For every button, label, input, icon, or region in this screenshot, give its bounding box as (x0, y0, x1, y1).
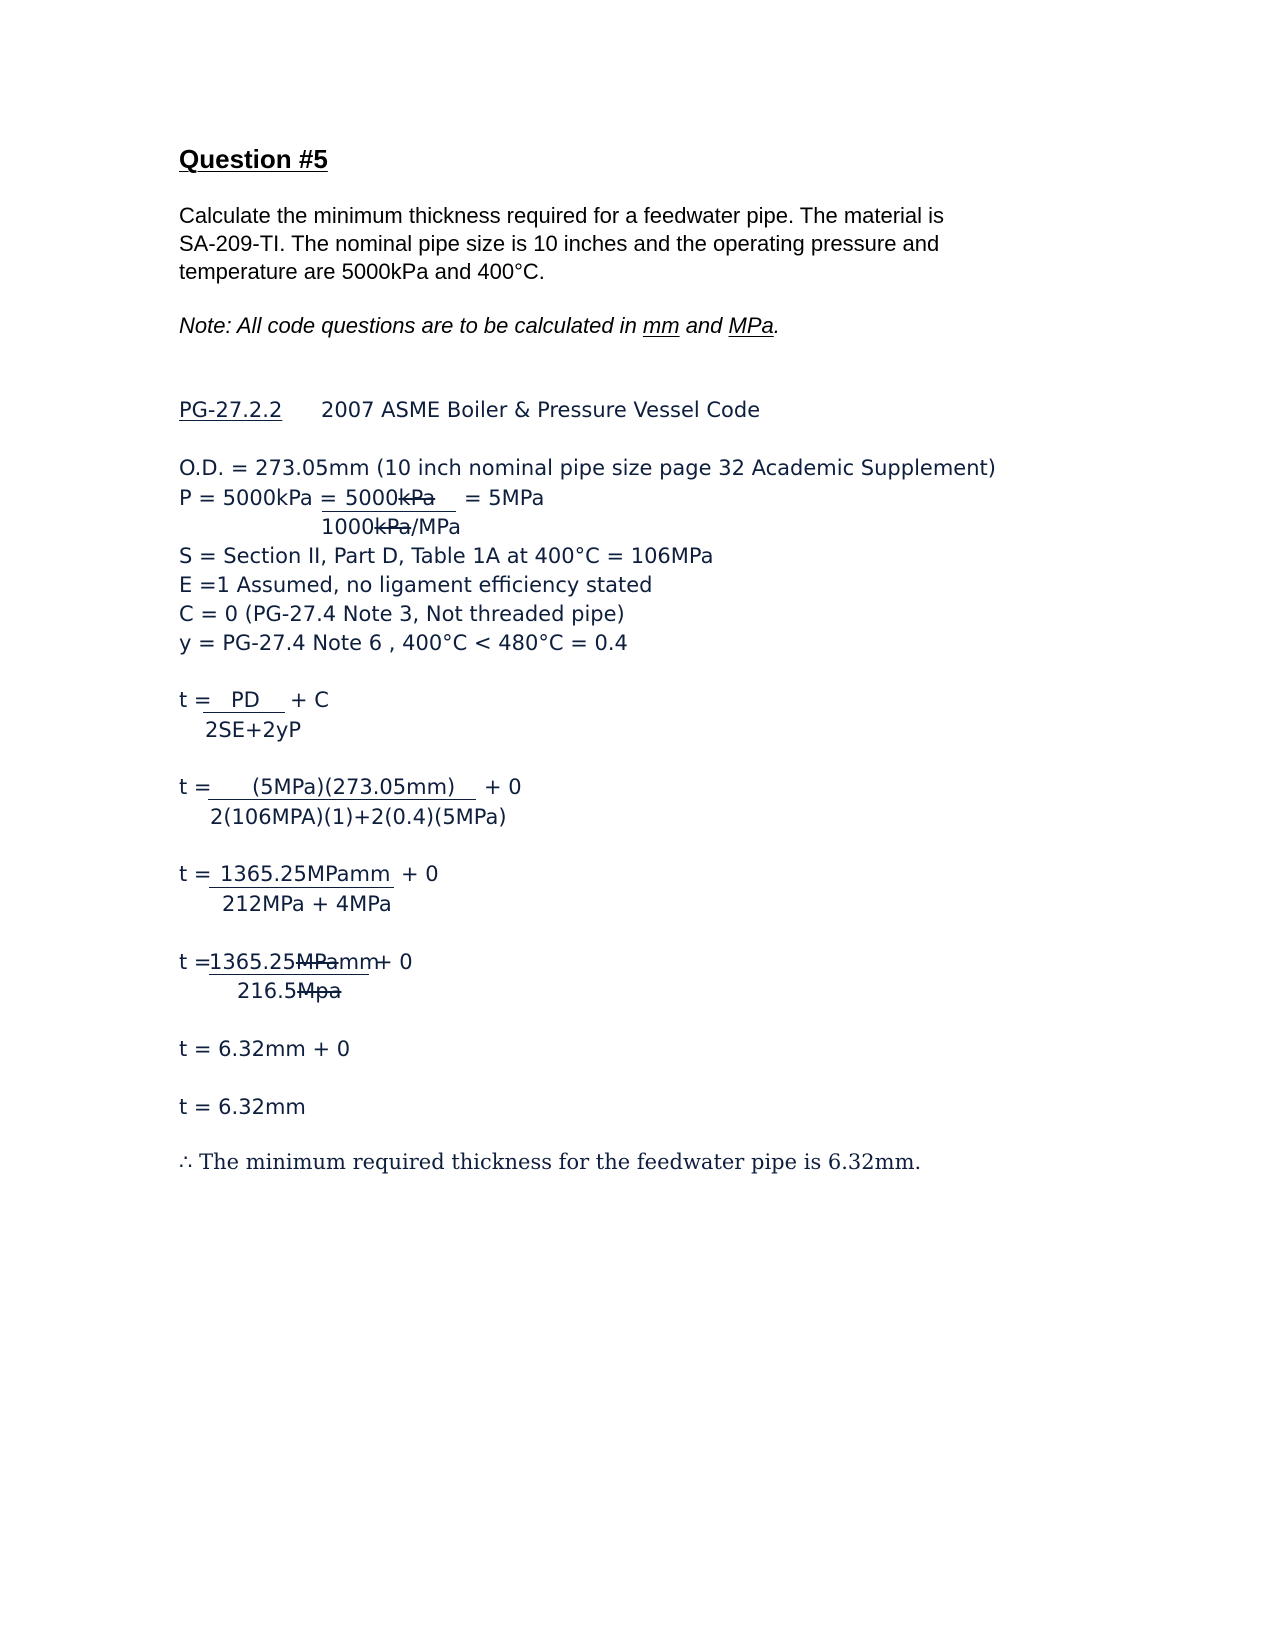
formula-cancelled-denominator-value: 216.5 (237, 979, 298, 1003)
conclusion (179, 1150, 921, 1174)
allowable-stress-line: S = Section II, Part D, Table 1A at 400°C = 106MPa (179, 544, 714, 568)
pressure-fraction-bar (322, 511, 456, 512)
note-unit-mm: mm (642, 313, 680, 338)
formula-simplified-denominator: 212MPa + 4MPa (222, 892, 392, 916)
question-note (179, 313, 780, 339)
corrosion-allowance-line: C = 0 (PG-27.4 Note 3, Not threaded pipe) (179, 602, 625, 626)
formula-cancelled-fraction-bar (209, 974, 369, 975)
pressure-result: = 5MPa (464, 486, 545, 510)
pressure-numerator-unit: kPa (398, 486, 436, 510)
note-mid: and (679, 313, 729, 338)
formula-simplified-tail: + 0 (401, 862, 439, 886)
formula-substituted-lhs: t = (179, 775, 212, 799)
code-book-title: 2007 ASME Boiler & Pressure Vessel Code (321, 398, 761, 422)
temperature-coefficient-line: y = PG-27.4 Note 6 , 400°C < 480°C = 0.4 (179, 631, 628, 655)
question-title: Question #5 (179, 144, 328, 174)
code-section-reference: PG-27.2.2 (179, 398, 283, 422)
result-with-allowance: t = 6.32mm + 0 (179, 1037, 351, 1061)
formula-general-fraction-bar (203, 712, 285, 713)
outside-diameter-line: O.D. = 273.05mm (10 inch nominal pipe size page 32 Academic Supplement) (179, 456, 996, 480)
formula-cancelled-lhs: t = (179, 950, 212, 974)
pressure-denominator-suffix: /MPa (411, 515, 461, 539)
conclusion-text: The minimum required thickness for the feedwater pipe is 6.32mm. (199, 1150, 922, 1174)
question-body-line-3: temperature are 5000kPa and 400°C. (179, 259, 545, 284)
efficiency-line: E =1 Assumed, no ligament efficiency stated (179, 573, 653, 597)
pressure-denominator-unit: kPa (374, 515, 412, 539)
final-result: t = 6.32mm (179, 1095, 306, 1119)
formula-general-lhs: t = (179, 688, 212, 712)
question-body-line-1: Calculate the minimum thickness required for a feedwater pipe. The material is (179, 203, 945, 228)
pressure-denominator (321, 515, 461, 539)
formula-cancelled-denominator (237, 979, 341, 1003)
formula-cancelled-numerator-unit-mpa: MPa (295, 950, 339, 974)
formula-cancelled-numerator-value: 1365.25 (209, 950, 296, 974)
note-suffix: . (773, 313, 780, 338)
formula-cancelled-denominator-unit: Mpa (297, 979, 342, 1003)
formula-substituted-numerator: (5MPa)(273.05mm) (252, 775, 456, 799)
formula-general-numerator: PD (231, 688, 260, 712)
formula-simplified-lhs: t = (179, 862, 212, 886)
note-prefix: Note: All code questions are to be calculated in (179, 313, 643, 338)
therefore-symbol: ∴ (179, 1150, 193, 1174)
formula-substituted-fraction-bar (208, 799, 476, 800)
formula-substituted-tail: + 0 (484, 775, 522, 799)
formula-general-tail: + C (290, 688, 329, 712)
note-unit-mpa: MPa (728, 313, 774, 338)
pressure-numerator (345, 486, 435, 510)
pressure-numerator-value: 5000 (345, 486, 399, 510)
pressure-denominator-value: 1000 (321, 515, 375, 539)
formula-cancelled-numerator-unit-mm: mm (338, 950, 380, 974)
formula-general-denominator: 2SE+2yP (205, 718, 302, 742)
formula-simplified-fraction-bar (209, 887, 394, 888)
formula-cancelled-numerator (209, 950, 379, 974)
formula-cancelled-tail: + 0 (375, 950, 413, 974)
pressure-lhs: P = 5000kPa = (179, 486, 338, 510)
formula-substituted-denominator: 2(106MPA)(1)+2(0.4)(5MPa) (210, 805, 507, 829)
question-body-line-2: SA-209-TI. The nominal pipe size is 10 inches and the operating pressure and (179, 231, 940, 256)
formula-simplified-numerator: 1365.25MPamm (220, 862, 391, 886)
